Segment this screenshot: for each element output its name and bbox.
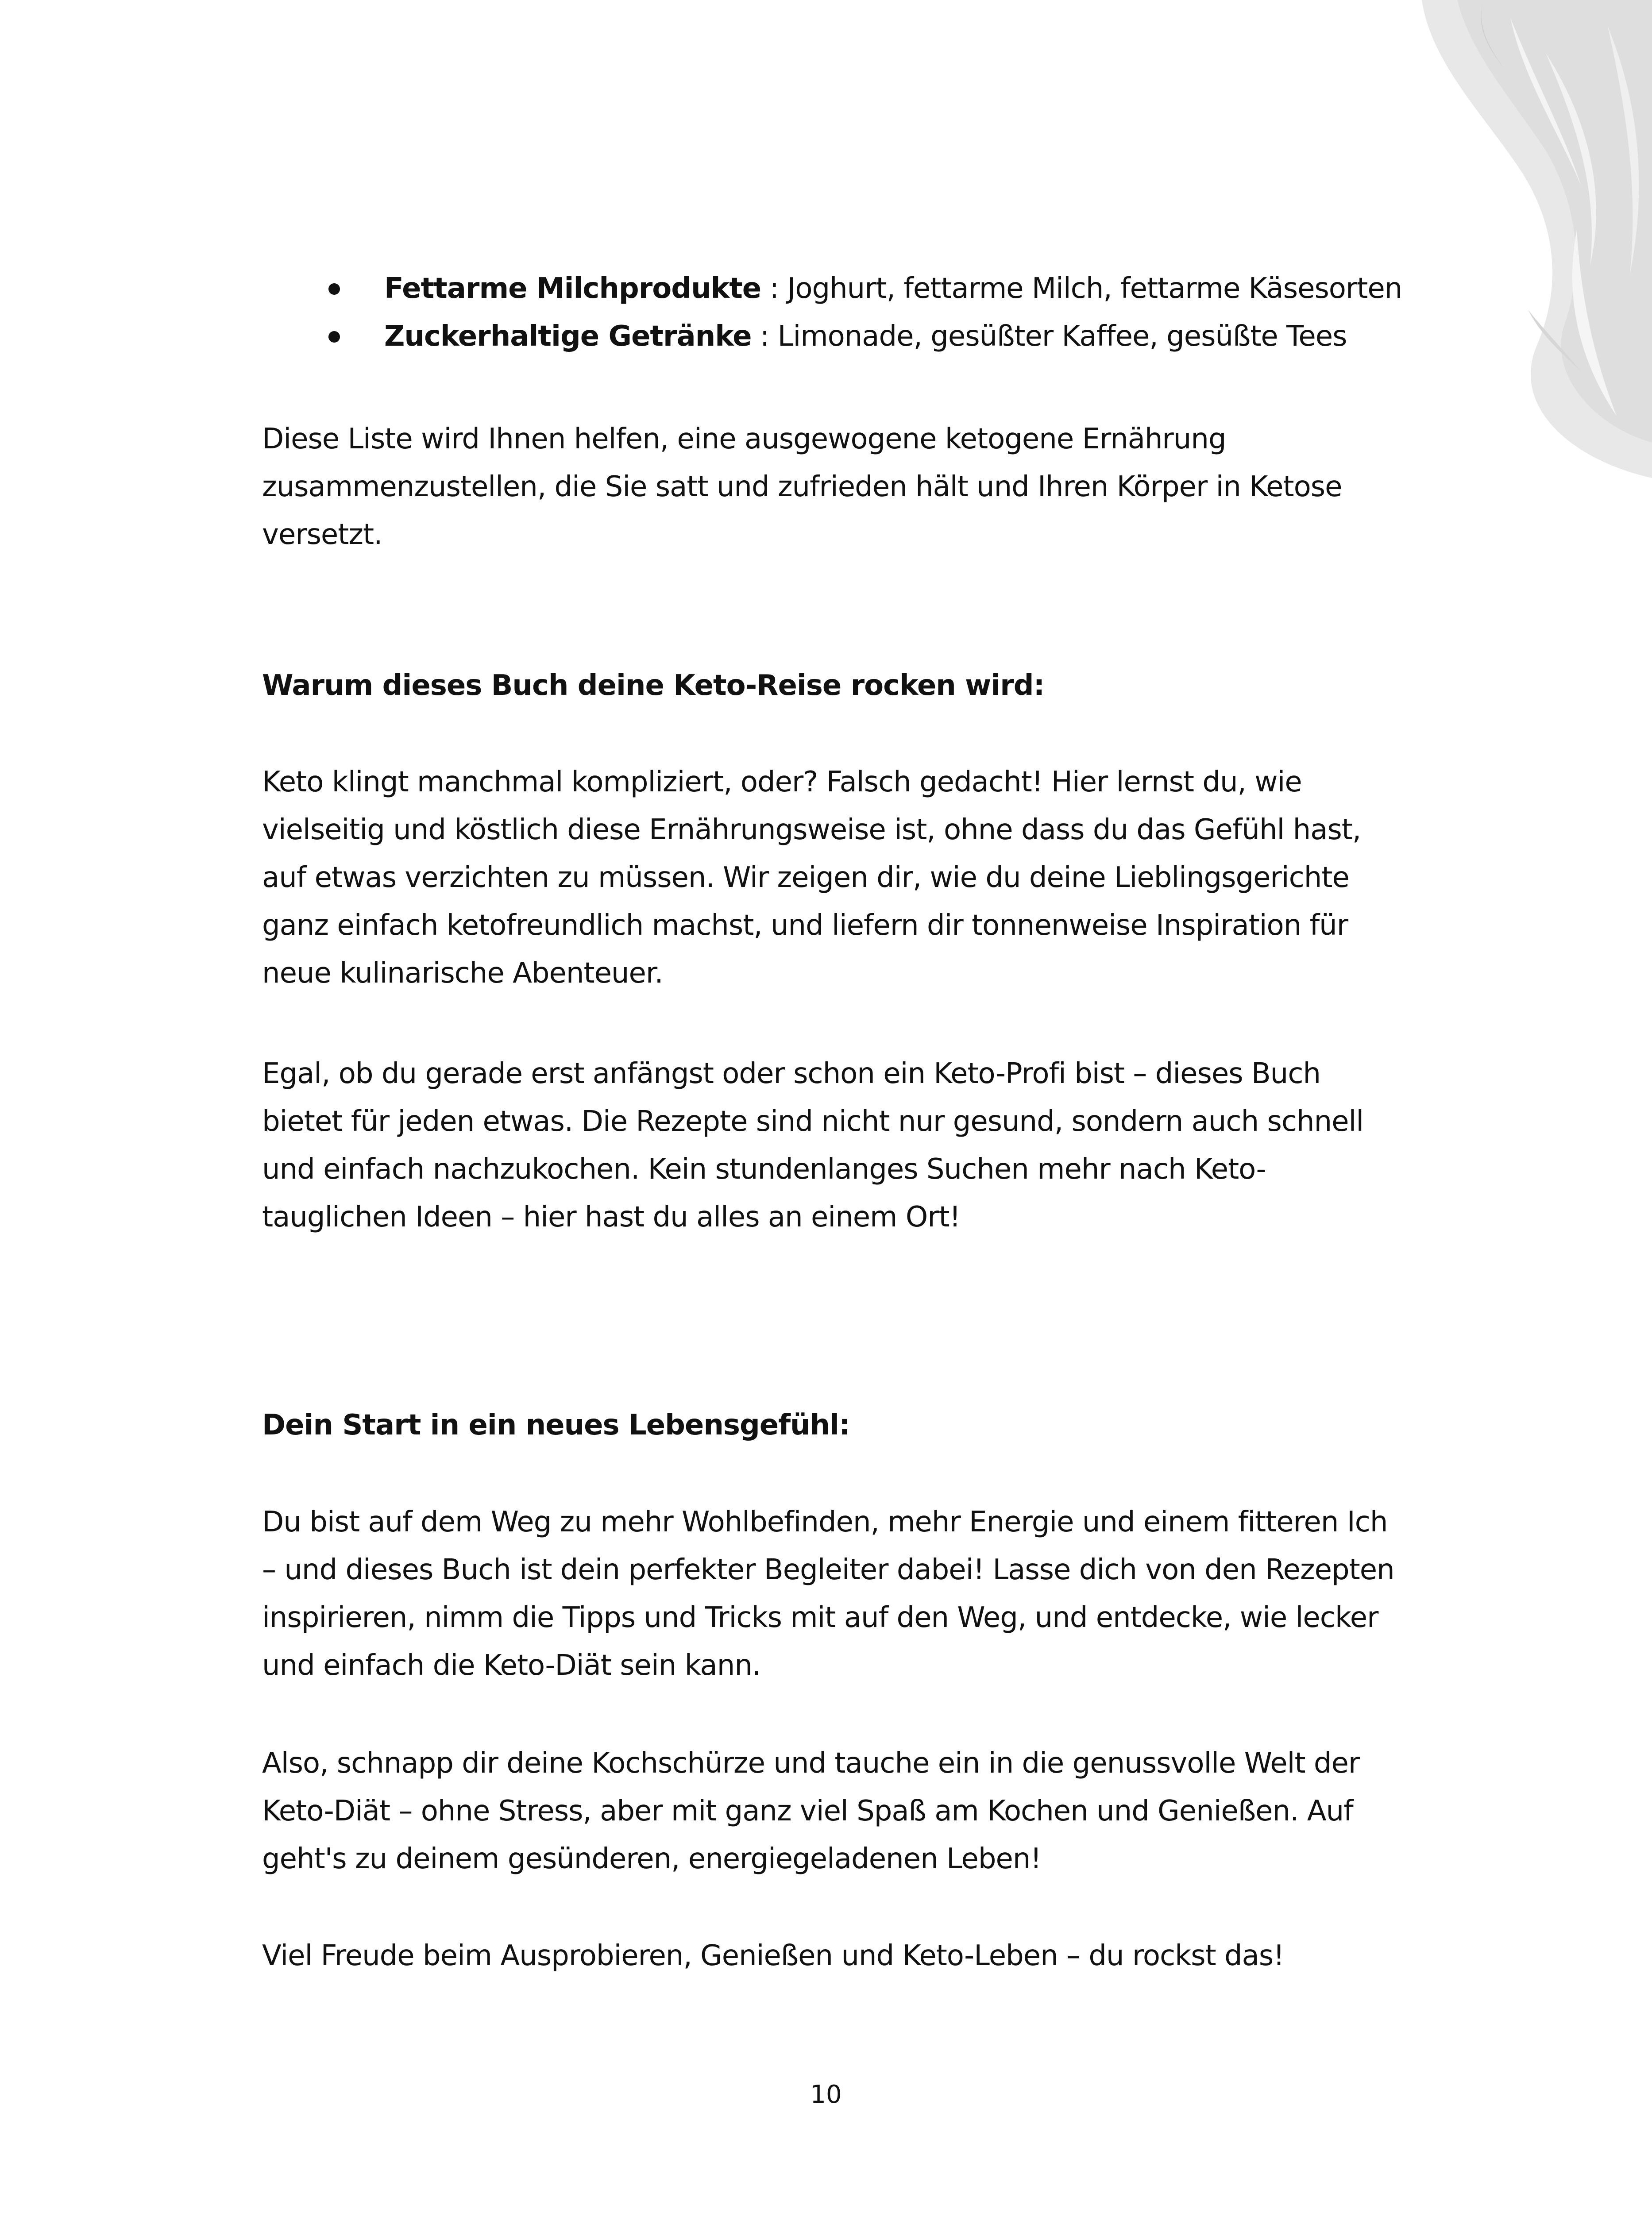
list-item-description: : Joghurt, fettarme Milch, fettarme Käsesorten bbox=[761, 272, 1402, 305]
list-item-text bbox=[384, 265, 1402, 312]
bullet-icon bbox=[328, 331, 340, 343]
list-item-term: Fettarme Milchprodukte bbox=[384, 272, 761, 305]
paragraph: Also, schnapp dir deine Kochschürze und tauche ein in die genussvolle Welt der Keto-Diät – ohne Stress, aber mit ganz viel Spaß am Kochen und Genießen. Auf geht's zu deinem gesünderen, energiegeladenen Leben! bbox=[262, 1747, 1360, 1875]
intro-paragraph: Diese Liste wird Ihnen helfen, eine ausgewogene ketogene Ernährung zusammenzustellen, die Sie satt und zufrieden hält und Ihren Körper in Ketose versetzt. bbox=[262, 423, 1342, 551]
section-heading: Dein Start in ein neues Lebensgefühl: bbox=[262, 1409, 850, 1442]
paragraph: Egal, ob du gerade erst anfängst oder schon ein Keto-Profi bist – dieses Buch bietet für jeden etwas. Die Rezepte sind nicht nur gesund, sondern auch schnell und einfach nachzukochen. Kein stundenlanges Suchen mehr nach Keto-tauglichen Ideen – hier hast du alles an einem Ort! bbox=[262, 1057, 1364, 1234]
section-heading: Warum dieses Buch deine Keto-Reise rocken wird: bbox=[262, 669, 1045, 702]
bullet-icon bbox=[328, 283, 340, 295]
paragraph: Keto klingt manchmal kompliziert, oder? Falsch gedacht! Hier lernst du, wie vielseitig und köstlich diese Ernährungsweise ist, ohne dass du das Gefühl hast, auf etwas verzichten zu müssen. Wir zeigen dir, wie du deine Lieblingsgerichte ganz einfach ketofreundlich machst, und liefern dir tonnenweise Inspiration für neue kulinarische Abenteuer. bbox=[262, 766, 1361, 990]
list-item-text bbox=[384, 312, 1347, 360]
paragraph: Du bist auf dem Weg zu mehr Wohlbefinden, mehr Energie und einem fitteren Ich – und dieses Buch ist dein perfekter Begleiter dabei! Lasse dich von den Rezepten inspirieren, nimm die Tipps und Tricks mit auf den Weg, und entdecke, wie lecker und einfach die Keto-Diät sein kann. bbox=[262, 1506, 1394, 1682]
paragraph: Viel Freude beim Ausprobieren, Genießen und Keto-Leben – du rockst das! bbox=[262, 1939, 1284, 1972]
list-item bbox=[328, 265, 1435, 312]
page-number: 10 bbox=[810, 2080, 842, 2109]
list-item-description: : Limonade, gesüßter Kaffee, gesüßte Tees bbox=[751, 320, 1347, 353]
bullet-list bbox=[328, 265, 1435, 360]
list-item-term: Zuckerhaltige Getränke bbox=[384, 320, 752, 353]
list-item bbox=[328, 312, 1435, 360]
